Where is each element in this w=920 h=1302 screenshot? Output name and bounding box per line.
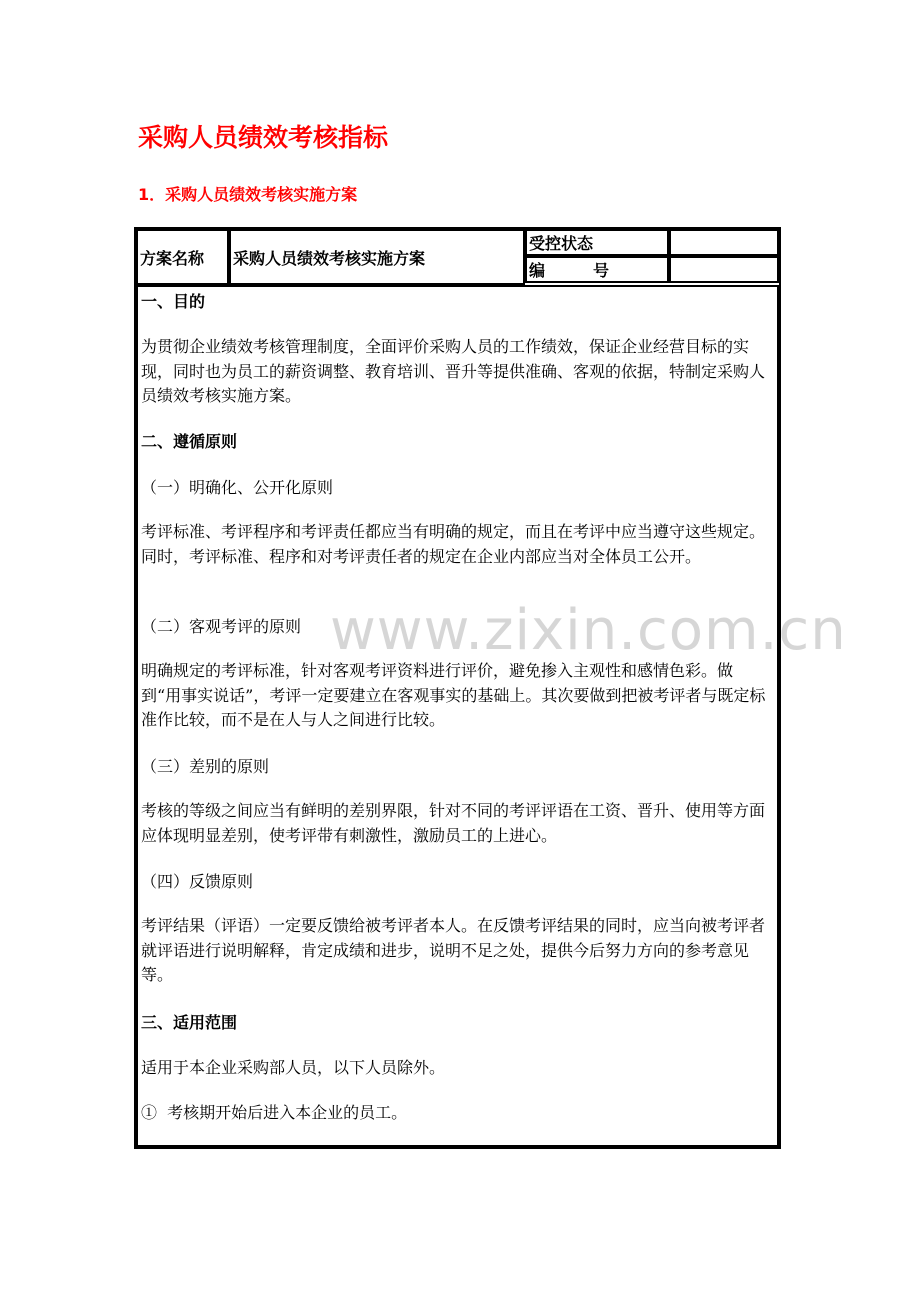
principle-4-title: （四）反馈原则 xyxy=(141,872,254,891)
control-status-label: 受控状态 xyxy=(525,229,669,256)
section-heading-principles: 二、遵循原则 xyxy=(141,432,238,451)
watermark-text: www.zixin.com.cn xyxy=(330,598,847,663)
section-heading-purpose: 一、目的 xyxy=(141,292,206,311)
section-subtitle: 1．采购人员绩效考核实施方案 xyxy=(138,185,358,204)
document-title: 采购人员绩效考核指标 xyxy=(138,123,389,152)
scope-item-1: ① 考核期开始后进入本企业的员工。 xyxy=(141,1103,408,1122)
principle-3-text: 考核的等级之间应当有鲜明的差别界限，针对不同的考评评语在工资、晋升、使用等方面应体现明显差别，使考评带有刺激性，激励员工的上进心。 xyxy=(141,801,766,845)
principle-2-text: 明确规定的考评标准，针对客观考评资料进行评价，避免掺入主观性和感情色彩。做到“用事实说话”，考评一定要建立在客观事实的基础上。其次要做到把被考评者与既定标准作比较，而不是在人与人之间进行比较。 xyxy=(141,661,766,729)
purpose-text: 为贯彻企业绩效考核管理制度，全面评价采购人员的工作绩效，保证企业经营目标的实现，同时也为员工的薪资调整、教育培训、晋升等提供准确、客观的依据，特制定采购人员绩效考核实施方案。 xyxy=(141,337,766,405)
section-heading-scope: 三、适用范围 xyxy=(141,1013,238,1032)
principle-1-title: （一）明确化、公开化原则 xyxy=(141,478,334,497)
principle-1-text: 考评标准、考评程序和考评责任都应当有明确的规定，而且在考评中应当遵守这些规定。同时，考评标准、程序和对考评责任者的规定在企业内部应当对全体员工公开。 xyxy=(141,522,766,566)
plan-name-value: 采购人员绩效考核实施方案 xyxy=(229,229,525,285)
principle-2-title: （二）客观考评的原则 xyxy=(141,617,302,636)
scope-text: 适用于本企业采购部人员，以下人员除外。 xyxy=(141,1058,446,1077)
principle-3-title: （三）差别的原则 xyxy=(141,757,270,776)
number-label: 编 号 xyxy=(525,256,669,283)
principle-4-text: 考评结果（评语）一定要反馈给被考评者本人。在反馈考评结果的同时，应当向被考评者就评语进行说明解释，肯定成绩和进步，说明不足之处，提供今后努力方向的参考意见等。 xyxy=(141,916,766,984)
control-status-value xyxy=(669,229,779,256)
plan-name-label: 方案名称 xyxy=(136,229,229,285)
number-value xyxy=(669,256,779,283)
